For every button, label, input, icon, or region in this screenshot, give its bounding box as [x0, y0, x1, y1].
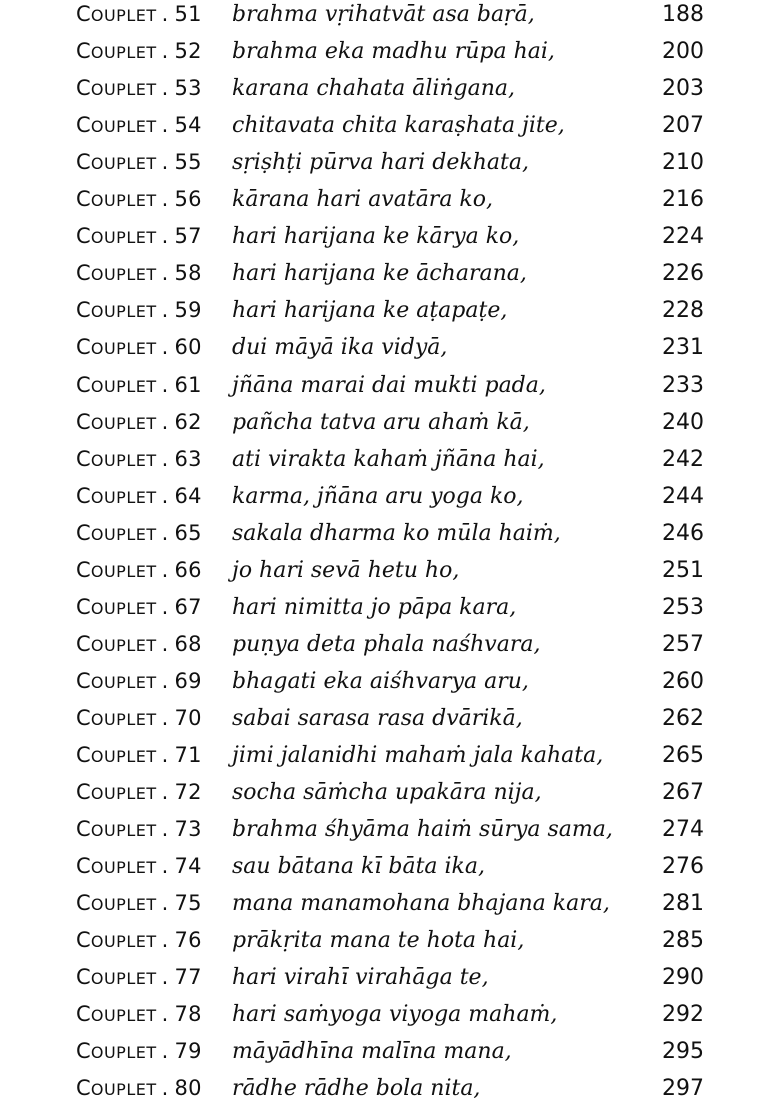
couplet-label: COUPLET . 75: [76, 891, 202, 916]
page-number: 207: [662, 113, 704, 139]
couplet-title: bhagati eka aiśhvarya aru,: [232, 668, 529, 694]
couplet-word: COUPLET: [76, 483, 157, 508]
page-number: 262: [662, 705, 704, 731]
couplet-title: sau bātana kī bāta ika,: [232, 854, 485, 880]
couplet-title: chitavata chita karaṣhata jite,: [232, 113, 565, 139]
couplet-word: COUPLET: [76, 224, 157, 249]
couplet-number: 72: [174, 780, 202, 805]
couplet-number: 69: [174, 668, 202, 693]
toc-row: [0, 144, 780, 181]
toc-row: [0, 552, 780, 589]
couplet-number: 79: [174, 1039, 202, 1064]
couplet-word: COUPLET: [76, 1002, 157, 1027]
page-number: 240: [662, 409, 704, 435]
couplet-number: 73: [174, 817, 202, 842]
toc-row: [0, 1070, 780, 1107]
toc-row: [0, 218, 780, 255]
couplet-word: COUPLET: [76, 668, 157, 693]
couplet-label: COUPLET . 68: [76, 631, 202, 656]
couplet-label: COUPLET . 71: [76, 743, 202, 767]
couplet-word: COUPLET: [76, 261, 157, 286]
couplet-title: sṛiṣhṭi pūrva hari dekhata,: [232, 150, 529, 176]
page-number: 200: [662, 39, 704, 65]
couplet-word: COUPLET: [76, 39, 157, 64]
couplet-title: hari harijana ke aṭapaṭe,: [232, 298, 508, 324]
toc-row: [0, 663, 780, 700]
couplet-label: COUPLET . 61: [76, 372, 202, 397]
couplet-word: COUPLET: [76, 705, 157, 730]
toc-row: [0, 700, 780, 737]
couplet-label: COUPLET . 55: [76, 150, 202, 175]
toc-row: [0, 774, 780, 811]
couplet-label: COUPLET . 78: [76, 1002, 202, 1027]
toc-row: [0, 404, 780, 441]
couplet-number: 80: [174, 1076, 202, 1101]
couplet-label: COUPLET . 65: [76, 520, 202, 545]
couplet-word: COUPLET: [76, 187, 157, 212]
couplet-number: 52: [174, 39, 202, 64]
toc-row: [0, 626, 780, 663]
couplet-title: jo hari sevā hetu ho,: [232, 557, 460, 583]
toc-row: [0, 0, 780, 33]
couplet-word: COUPLET: [76, 150, 157, 175]
couplet-number: 67: [174, 594, 202, 619]
couplet-title: brahma śhyāma haiṁ sūrya sama,: [232, 817, 613, 843]
couplet-label: COUPLET . 52: [76, 39, 202, 64]
couplet-label: COUPLET . 63: [76, 446, 202, 471]
toc-row: [0, 181, 780, 218]
couplet-number: 59: [174, 298, 202, 323]
couplet-label: COUPLET . 62: [76, 409, 202, 434]
couplet-number: 58: [174, 261, 202, 286]
page-number: 244: [662, 483, 704, 509]
page-number: 265: [662, 743, 704, 768]
couplet-title: pañcha tatva aru ahaṁ kā,: [232, 409, 530, 435]
page-number: 224: [662, 224, 704, 250]
couplet-title: puṇya deta phala naśhvara,: [232, 631, 541, 657]
page-number: 233: [662, 372, 704, 398]
couplet-number: 62: [174, 409, 202, 434]
couplet-number: 66: [174, 557, 202, 582]
couplet-title: rādhe rādhe bola nita,: [232, 1076, 481, 1102]
couplet-number: 64: [174, 483, 202, 508]
couplet-word: COUPLET: [76, 520, 157, 545]
couplet-word: COUPLET: [76, 743, 157, 767]
couplet-number: 54: [174, 113, 202, 138]
page-number: 290: [662, 965, 704, 991]
couplet-number: 76: [174, 928, 202, 953]
couplet-label: COUPLET . 64: [76, 483, 202, 508]
toc-row: [0, 811, 780, 848]
couplet-title: hari harijana ke ācharana,: [232, 261, 527, 287]
couplet-word: COUPLET: [76, 446, 157, 471]
couplet-word: COUPLET: [76, 335, 157, 360]
page-number: 297: [662, 1076, 704, 1102]
couplet-word: COUPLET: [76, 594, 157, 619]
toc-row: [0, 885, 780, 922]
toc-row: [0, 292, 780, 329]
couplet-label: COUPLET . 74: [76, 854, 202, 879]
couplet-word: COUPLET: [76, 298, 157, 323]
couplet-title: ati virakta kahaṁ jñāna hai,: [232, 446, 545, 472]
couplet-number: 57: [174, 224, 202, 249]
couplet-label: COUPLET . 51: [76, 2, 202, 26]
couplet-label: COUPLET . 73: [76, 817, 202, 842]
couplet-label: COUPLET . 59: [76, 298, 202, 323]
couplet-number: 77: [174, 965, 202, 990]
couplet-label: COUPLET . 56: [76, 187, 202, 212]
couplet-title: hari saṁyoga viyoga mahaṁ,: [232, 1002, 558, 1028]
couplet-word: COUPLET: [76, 409, 157, 434]
page-number: 210: [662, 150, 704, 176]
couplet-word: COUPLET: [76, 631, 157, 656]
page-number: 231: [662, 335, 704, 361]
couplet-label: COUPLET . 67: [76, 594, 202, 619]
couplet-word: COUPLET: [76, 891, 157, 916]
couplet-label: COUPLET . 79: [76, 1039, 202, 1064]
couplet-label: COUPLET . 53: [76, 76, 202, 101]
couplet-title: socha sāṁcha upakāra nija,: [232, 780, 542, 806]
toc-row: [0, 441, 780, 478]
couplet-word: COUPLET: [76, 113, 157, 138]
page-number: 228: [662, 298, 704, 324]
page-number: 216: [662, 187, 704, 213]
couplet-word: COUPLET: [76, 854, 157, 879]
page-number: 292: [662, 1002, 704, 1028]
couplet-label: COUPLET . 72: [76, 780, 202, 805]
couplet-number: 65: [174, 520, 202, 545]
toc-row: [0, 329, 780, 366]
page-number: 274: [662, 817, 704, 843]
couplet-title: prākṛita mana te hota hai,: [232, 928, 525, 954]
couplet-title: brahma vṛihatvāt asa baṛā,: [232, 2, 535, 27]
toc-row: [0, 478, 780, 515]
couplet-number: 74: [174, 854, 202, 879]
toc-row: [0, 737, 780, 774]
couplet-label: COUPLET . 54: [76, 113, 202, 138]
page-number: 203: [662, 76, 704, 102]
page-number: 226: [662, 261, 704, 287]
couplet-title: hari harijana ke kārya ko,: [232, 224, 520, 250]
couplet-number: 71: [174, 743, 202, 767]
couplet-word: COUPLET: [76, 780, 157, 805]
couplet-title: mana manamohana bhajana kara,: [232, 891, 610, 917]
couplet-word: COUPLET: [76, 1076, 157, 1101]
couplet-label: COUPLET . 58: [76, 261, 202, 286]
toc-row: [0, 367, 780, 404]
couplet-word: COUPLET: [76, 76, 157, 101]
couplet-label: COUPLET . 57: [76, 224, 202, 249]
page-number: 246: [662, 520, 704, 546]
toc-row: [0, 922, 780, 959]
couplet-word: COUPLET: [76, 372, 157, 397]
page-number: 253: [662, 594, 704, 620]
couplet-number: 53: [174, 76, 202, 101]
couplet-title: kārana hari avatāra ko,: [232, 187, 494, 213]
toc-row: [0, 515, 780, 552]
couplet-number: 51: [174, 2, 202, 26]
couplet-word: COUPLET: [76, 1039, 157, 1064]
couplet-title: karana chahata āliṅgana,: [232, 76, 516, 102]
toc-row: [0, 996, 780, 1033]
toc-row: [0, 848, 780, 885]
page-number: 251: [662, 557, 704, 583]
toc-row: [0, 70, 780, 107]
couplet-label: COUPLET . 70: [76, 705, 202, 730]
couplet-title: jñāna marai dai mukti pada,: [232, 372, 546, 398]
page-number: 188: [662, 2, 704, 27]
couplet-number: 78: [174, 1002, 202, 1027]
couplet-label: COUPLET . 77: [76, 965, 202, 990]
couplet-number: 75: [174, 891, 202, 916]
couplet-word: COUPLET: [76, 817, 157, 842]
couplet-number: 70: [174, 705, 202, 730]
couplet-label: COUPLET . 69: [76, 668, 202, 693]
couplet-label: COUPLET . 66: [76, 557, 202, 582]
toc-row: [0, 1033, 780, 1070]
page-number: 285: [662, 928, 704, 954]
couplet-title: hari nimitta jo pāpa kara,: [232, 594, 517, 620]
page-number: 276: [662, 854, 704, 880]
toc-row: [0, 589, 780, 626]
couplet-title: karma, jñāna aru yoga ko,: [232, 483, 524, 509]
couplet-word: COUPLET: [76, 928, 157, 953]
couplet-number: 61: [174, 372, 202, 397]
page-number: 257: [662, 631, 704, 657]
couplet-title: māyādhīna malīna mana,: [232, 1039, 512, 1065]
couplet-label: COUPLET . 76: [76, 928, 202, 953]
couplet-word: COUPLET: [76, 557, 157, 582]
couplet-label: COUPLET . 80: [76, 1076, 202, 1101]
page-number: 295: [662, 1039, 704, 1065]
page-number: 242: [662, 446, 704, 472]
couplet-word: COUPLET: [76, 965, 157, 990]
couplet-number: 68: [174, 631, 202, 656]
couplet-title: sabai sarasa rasa dvārikā,: [232, 705, 523, 731]
couplet-number: 55: [174, 150, 202, 175]
couplet-title: dui māyā ika vidyā,: [232, 335, 448, 361]
page-number: 281: [662, 891, 704, 917]
toc-row: [0, 959, 780, 996]
couplet-number: 56: [174, 187, 202, 212]
page-number: 267: [662, 780, 704, 806]
couplet-title: sakala dharma ko mūla haiṁ,: [232, 520, 561, 546]
toc-row: [0, 33, 780, 70]
couplet-number: 60: [174, 335, 202, 360]
toc-row: [0, 255, 780, 292]
toc-row: [0, 107, 780, 144]
couplet-title: brahma eka madhu rūpa hai,: [232, 39, 555, 65]
couplet-title: hari virahī virahāga te,: [232, 965, 489, 991]
couplet-number: 63: [174, 446, 202, 471]
couplet-title: jimi jalanidhi mahaṁ jala kahata,: [232, 743, 604, 768]
couplet-label: COUPLET . 60: [76, 335, 202, 360]
page-number: 260: [662, 668, 704, 694]
couplet-word: COUPLET: [76, 2, 157, 26]
